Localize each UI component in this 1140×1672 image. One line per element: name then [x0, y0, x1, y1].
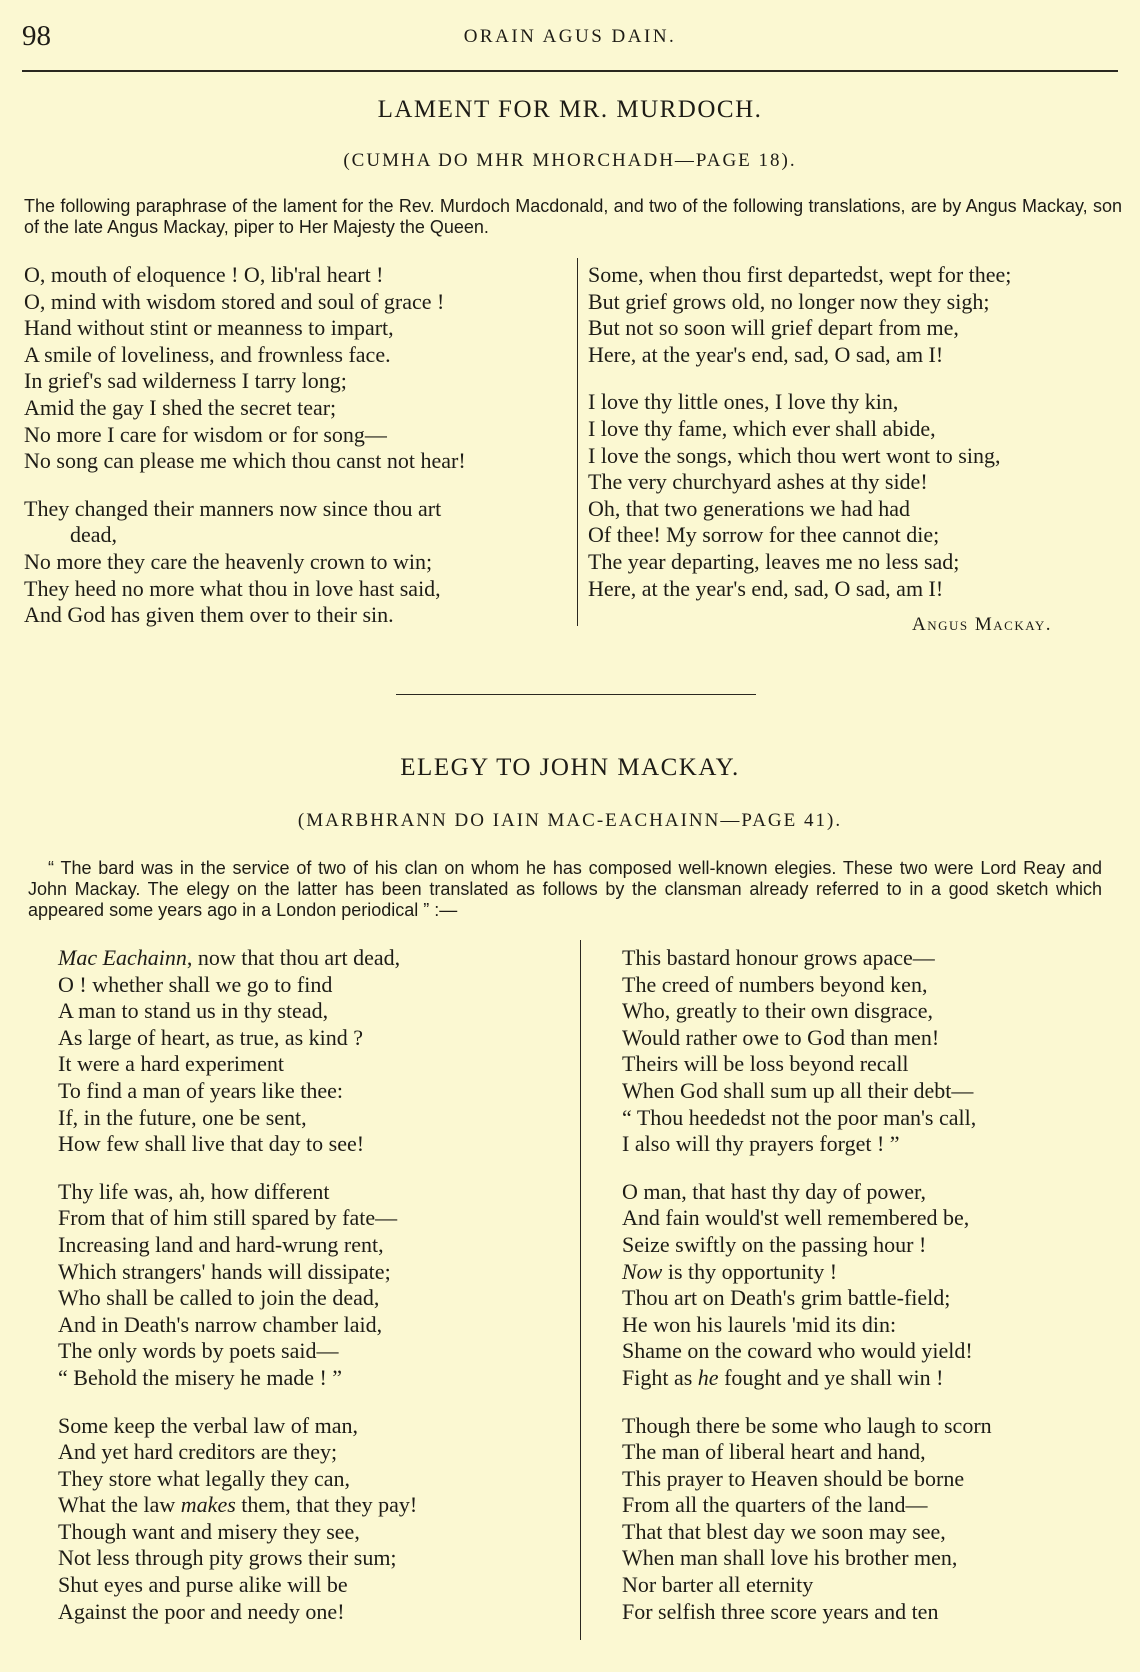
- stanza: [24, 496, 569, 629]
- stanza: [588, 262, 1128, 368]
- verse-line: It were a hard experiment: [58, 1051, 284, 1077]
- verse-line: The only words by poets said—: [58, 1338, 339, 1364]
- italic-word: Now: [622, 1258, 663, 1284]
- verse-line: When God shall sum up all their debt—: [622, 1077, 974, 1103]
- verse-line: I love thy little ones, I love thy kin,: [588, 389, 899, 415]
- verse-line: O man, that hast thy day of power,: [622, 1178, 926, 1204]
- verse-line: Though want and misery they see,: [58, 1518, 360, 1544]
- verse-line: Shut eyes and purse alike will be: [58, 1572, 348, 1598]
- verse-line: [622, 1365, 1122, 1392]
- verse-text: , now that thou art dead,: [186, 945, 401, 970]
- verse-line: The creed of numbers beyond ken,: [622, 971, 928, 997]
- elegy-title: ELEGY TO JOHN MACKAY.: [400, 754, 740, 781]
- verse-line: O, mouth of eloquence ! O, lib'ral heart !: [24, 262, 384, 287]
- verse-line: If, in the future, one be sent,: [58, 1104, 307, 1130]
- page-number: 98: [22, 20, 51, 52]
- verse-line: In grief's sad wilderness I tarry long;: [24, 368, 347, 394]
- verse-line: And in Death's narrow chamber laid,: [58, 1311, 383, 1337]
- column-divider: [580, 940, 581, 1640]
- stanza: [58, 1179, 578, 1392]
- verse-line: From that of him still spared by fate—: [58, 1205, 398, 1231]
- verse-text: is thy opportunity !: [662, 1258, 838, 1284]
- verse-line: I love thy fame, which ever shall abide,: [588, 415, 936, 441]
- verse-line: They heed no more what thou in love hast said,: [24, 575, 441, 601]
- verse-line: For selfish three score years and ten: [622, 1598, 939, 1624]
- elegy-left-column: [58, 945, 578, 1625]
- stanza: [622, 1179, 1122, 1392]
- verse-line: But grief grows old, no longer now they sigh;: [588, 288, 990, 314]
- elegy-right-column: [622, 945, 1122, 1625]
- stanza: [24, 262, 569, 475]
- verse-line: The year departing, leaves me no less sad;: [588, 548, 960, 574]
- verse-text: Fight as: [622, 1364, 698, 1390]
- verse-line: Would rather owe to God than men!: [622, 1024, 940, 1050]
- running-title: ORAIN AGUS DAIN.: [463, 26, 677, 47]
- verse-line: As large of heart, as true, as kind ?: [58, 1024, 364, 1050]
- verse-line: [58, 1492, 578, 1519]
- verse-line: Shame on the coward who would yield!: [622, 1338, 973, 1364]
- verse-line: This bastard honour grows apace—: [622, 945, 935, 970]
- verse-line: Against the poor and needy one!: [58, 1598, 345, 1624]
- column-divider: [577, 258, 578, 626]
- verse-line: Increasing land and hard-wrung rent,: [58, 1231, 384, 1257]
- verse-line: No song can please me which thou canst not hear!: [24, 448, 466, 474]
- verse-line: O, mind with wisdom stored and soul of grace !: [24, 288, 445, 314]
- verse-line: dead,: [70, 522, 118, 548]
- signature-text: Angus Mackay.: [912, 614, 1053, 635]
- verse-line: Some, when thou first departedst, wept for thee;: [588, 262, 1012, 287]
- verse-line: Thy life was, ah, how different: [58, 1178, 330, 1204]
- verse-line: And fain would'st well remembered be,: [622, 1205, 970, 1231]
- verse-text: What the law: [58, 1492, 181, 1518]
- lament-subtitle: (CUMHA DO MHR MHORCHADH—PAGE 18).: [343, 150, 797, 171]
- verse-line: Hand without stint or meanness to impart,: [24, 315, 394, 341]
- verse-line: A man to stand us in thy stead,: [58, 998, 329, 1024]
- italic-name: Mac Eachainn: [58, 945, 187, 970]
- stanza: [622, 945, 1122, 1158]
- stanza: [622, 1413, 1122, 1626]
- verse-line: Here, at the year's end, sad, O sad, am I!: [588, 575, 944, 601]
- verse-line: “ Behold the misery he made ! ”: [58, 1364, 343, 1390]
- lament-right-column: [588, 262, 1128, 602]
- verse-line: The man of liberal heart and hand,: [622, 1439, 926, 1465]
- section-separator: [396, 694, 756, 695]
- stanza: [58, 1413, 578, 1626]
- verse-text: fought and ye shall win !: [718, 1364, 944, 1390]
- lament-intro: The following paraphrase of the lament for the Rev. Murdoch Macdonald, and two of the following translations, are by Angus Mackay, son of the late Angus Mackay, piper to Her Majesty the Queen.: [24, 196, 1122, 237]
- verse-line: Some keep the verbal law of man,: [58, 1412, 358, 1438]
- verse-line: How few shall live that day to see!: [58, 1131, 365, 1157]
- verse-line: O ! whether shall we go to find: [58, 971, 333, 997]
- verse-line: Not less through pity grows their sum;: [58, 1545, 397, 1571]
- verse-line: A smile of loveliness, and frownless face.: [24, 341, 391, 367]
- verse-line: No more I care for wisdom or for song—: [24, 421, 387, 447]
- verse-line: To find a man of years like thee:: [58, 1077, 343, 1103]
- stanza: [588, 389, 1128, 602]
- italic-word: makes: [180, 1492, 236, 1518]
- verse-line: Here, at the year's end, sad, O sad, am I!: [588, 341, 944, 367]
- verse-line: Though there be some who laugh to scorn: [622, 1412, 992, 1438]
- verse-line: Theirs will be loss beyond recall: [622, 1051, 909, 1077]
- verse-line: [622, 1259, 1122, 1286]
- verse-line: Nor barter all eternity: [622, 1572, 814, 1598]
- verse-line: Which strangers' hands will dissipate;: [58, 1258, 391, 1284]
- author-signature: [912, 614, 1052, 636]
- verse-line: Oh, that two generations we had had: [588, 495, 910, 521]
- verse-line: I also will thy prayers forget ! ”: [622, 1131, 900, 1157]
- verse-line: “ Thou heededst not the poor man's call,: [622, 1104, 977, 1130]
- elegy-intro: “ The bard was in the service of two of his clan on whom he has composed well-known elegies. These two were Lord Reay and John Mackay. The elegy on the latter has been translated as follows by the clansman already referred to in a good sketch which appeared some years ago in a London periodical ” :—: [28, 858, 1102, 920]
- verse-line: This prayer to Heaven should be borne: [622, 1465, 965, 1491]
- verse-line: And yet hard creditors are they;: [58, 1439, 338, 1465]
- verse-line: Who shall be called to join the dead,: [58, 1285, 380, 1311]
- verse-line: [58, 945, 578, 972]
- verse-line: That that blest day we soon may see,: [622, 1518, 946, 1544]
- verse-line: Thou art on Death's grim battle-field;: [622, 1285, 951, 1311]
- stanza: [58, 945, 578, 1158]
- verse-line: When man shall love his brother men,: [622, 1545, 958, 1571]
- verse-line: They store what legally they can,: [58, 1465, 351, 1491]
- verse-line: Who, greatly to their own disgrace,: [622, 998, 933, 1024]
- verse-line: No more they care the heavenly crown to win;: [24, 548, 433, 574]
- page-header: [22, 18, 1118, 58]
- elegy-subtitle: (MARBHRANN DO IAIN MAC-EACHAINN—PAGE 41).: [297, 810, 843, 831]
- verse-line: And God has given them over to their sin.: [24, 602, 394, 628]
- verse-line: I love the songs, which thou wert wont to sing,: [588, 442, 1001, 468]
- verse-line: The very churchyard ashes at thy side!: [588, 469, 928, 495]
- verse-line: From all the quarters of the land—: [622, 1492, 928, 1518]
- verse-line: Amid the gay I shed the secret tear;: [24, 394, 337, 420]
- italic-word: he: [697, 1364, 719, 1390]
- lament-left-column: [24, 262, 569, 629]
- header-rule: [22, 70, 1118, 72]
- verse-line: Of thee! My sorrow for thee cannot die;: [588, 522, 940, 548]
- verse-line: But not so soon will grief depart from me,: [588, 315, 959, 341]
- verse-line: They changed their manners now since thou art: [24, 495, 442, 521]
- verse-line: Seize swiftly on the passing hour !: [622, 1231, 927, 1257]
- lament-title: LAMENT FOR MR. MURDOCH.: [377, 96, 763, 123]
- verse-text: them, that they pay!: [235, 1492, 418, 1518]
- verse-line: He won his laurels 'mid its din:: [622, 1311, 897, 1337]
